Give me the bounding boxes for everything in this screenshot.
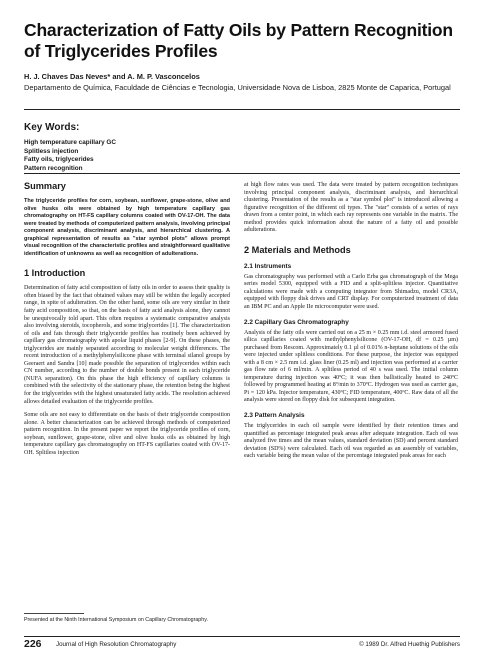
keyword-item: Pattern recognition — [24, 164, 83, 172]
left-column — [24, 180, 230, 457]
section-heading-capillary-gc: 2.2 Capillary Gas Chromatography — [244, 318, 349, 326]
keywords-heading: Key Words: — [24, 122, 80, 133]
keywords-list — [24, 139, 244, 173]
page-number: 226 — [24, 638, 42, 650]
keyword-item: High temperature capillary GC — [24, 139, 116, 146]
keywords-divider — [24, 173, 460, 174]
right-column — [244, 182, 458, 461]
instruments-text: Gas chromatography was performed with a Carlo Erba gas chromatograph of the Mega series model 5300, equipped with a FID and a split-splitless injector. Quantitative calculations were made with a computing integrator from Shimadzu, model CR3A, equipped with floppy disk drives and CRT display. For computerized treatment of data an IBM PC and an Apple IIe microcomputer were used. — [244, 273, 458, 311]
footnote-divider — [24, 613, 84, 614]
author-names: H. J. Chaves Das Neves* and A. M. P. Vasconcelos — [24, 72, 200, 81]
introduction-paragraph: Some oils are not easy to differentiate on the basis of their triglyceride composition alone. A better characterization can be achieved through methods of computerized pattern recognition. In the present paper we report the triglyceride profiles of corn, soybean, sunflower, grape-stone, olive and olive husks oils as obtained by high temperature capillary gas chromatography on HT-FS capillaries coated with OV-17-OH. Splitless injection — [24, 412, 230, 456]
affiliation: Departamento de Química, Faculdade de Ciências e Tecnologia, Universidade Nova de Lisboa, 2825 Monte de Caparica, Portugal — [24, 83, 451, 92]
pattern-analysis-text: The triglycerides in each oil sample were identified by their retention times and quantified as percentage integrated peak areas after adequate integration. Each oil was analyzed five times and the mean values, standard deviation (SD) and percent standard deviation (SD%) were calculated. Each oil was regarded as an assembly of variables, each variable being the mean value of the percentage integrated peak areas for each — [244, 423, 458, 460]
author-block — [24, 71, 464, 93]
keyword-item: Fatty oils, triglycerides — [24, 156, 94, 164]
journal-name: Journal of High Resolution Chromatography — [56, 641, 177, 648]
summary-text: The triglyceride profiles for corn, soybean, sunflower, grape-stone, olive and olive husks oils were obtained by high temperature capillary gas chromatography on HT-FS capillary columns coated with OV-17-OH. The data were treated by methods of computerized pattern analysis, involving principal component analysis, discriminant analysis, and hierarchical clustering. A graphical representation of results as "star symbol plots" allows prompt visual recognition of the characteristic profiles and straightforward qualitative identification of unknowns as well as recognition of adulterations. — [24, 198, 230, 257]
methods-heading: 2 Materials and Methods — [244, 244, 351, 255]
summary-heading: Summary — [24, 181, 66, 191]
page-footer — [24, 640, 460, 652]
section-heading-instruments: 2.1 Instruments — [244, 262, 292, 270]
introduction-paragraph: Determination of fatty acid composition of fatty oils in order to assess their quality is often biased by the fact that obtained values may still be within the legally accepted range, in spite of adulteration. On the other hand, some oils are very similar in their fatty acid composition, so that, on the basis of fatty acid analysis alone, they cannot be unequivocally told apart. This often requires a systematic comparative analysis also involving steroids, tocopherols, and some triglycerides [1]. The characterization of oils and fats through their triglyceride profiles has routinely been achieved by capillary gas chromatography with apolar liquid phases [2-9]. On these phases, the triglycerides are mainly separated according to molecular weight differences. The recent introduction of a methylphenylsilicone phase with terminal silanol groups by Geeraert and Sandra [10] made possible the separation of triglycerides within each CN number, according to the number of double bonds present in each triglyceride (NUFA separation). On this phase the high efficiency of capillary columns is combined with the selectivity of the stationary phase, the retention being the highest for the triglycerides with the highest unsaturated fatty acids. The resolution achieved allows detailed evaluation of the triglyceride profiles. — [24, 285, 230, 405]
keyword-item: Splitless injection — [24, 147, 79, 155]
introduction-continuation: at high flow rates was used. The data were treated by pattern recognition techniques involving principal component analysis, discriminant analysis, and hierarchical clustering. Presentation of the results as a "star symbol plot" is introduced allowing a figurative recognition of the different oil types. The "star" consists of a series of rays drawn from a center point, in which each ray represents one variable in the matrix. The method provides quick information about the nature of a fatty oil and possible adulterations. — [244, 182, 458, 234]
capillary-gc-text: Analysis of the fatty oils were carried out on a 25 m × 0.25 mm i.d. steel armored fused silica capillaries coated with methylphenylsilicone (OV-17-OH, df = 0.25 µm) purchased from Rescom. Approximately 0.1 µl of 0.01% n-heptane solutions of the oils were injected under splitless conditions. For these purpose, the injector was equipped with a 8 cm × 2.5 mm i.d. glass liner (0.25 ml) and injection was performed at a carrier gas flow rate of 6 ml/min. A splitless period of 40 s was used. The initial column temperature during injection was 40ºC; it was then ballistically heated to 240ºC followed by programmed heating at 8º/min to 370ºC. Hydrogen was used as carrier gas, Pi = 120 kPa. Injector temperature, 430ºC; FID temperature, 400ºC. Raw data of all the analysis were stored on floppy disk for subsequent integration. — [244, 329, 458, 404]
section-heading-pattern-analysis: 2.3 Pattern Analysis — [244, 412, 305, 420]
footer-divider — [24, 636, 460, 637]
article-title: Characterization of Fatty Oils by Pattern Recognition of Triglycerides Profiles — [24, 20, 453, 61]
footnote: Presented at the Ninth International Symposium on Capillary Chromatography. — [24, 617, 208, 623]
publisher-credit: © 1989 Dr. Alfred Huethig Publishers — [359, 641, 460, 648]
introduction-heading: 1 Introduction — [24, 268, 86, 279]
header-divider — [24, 109, 460, 110]
